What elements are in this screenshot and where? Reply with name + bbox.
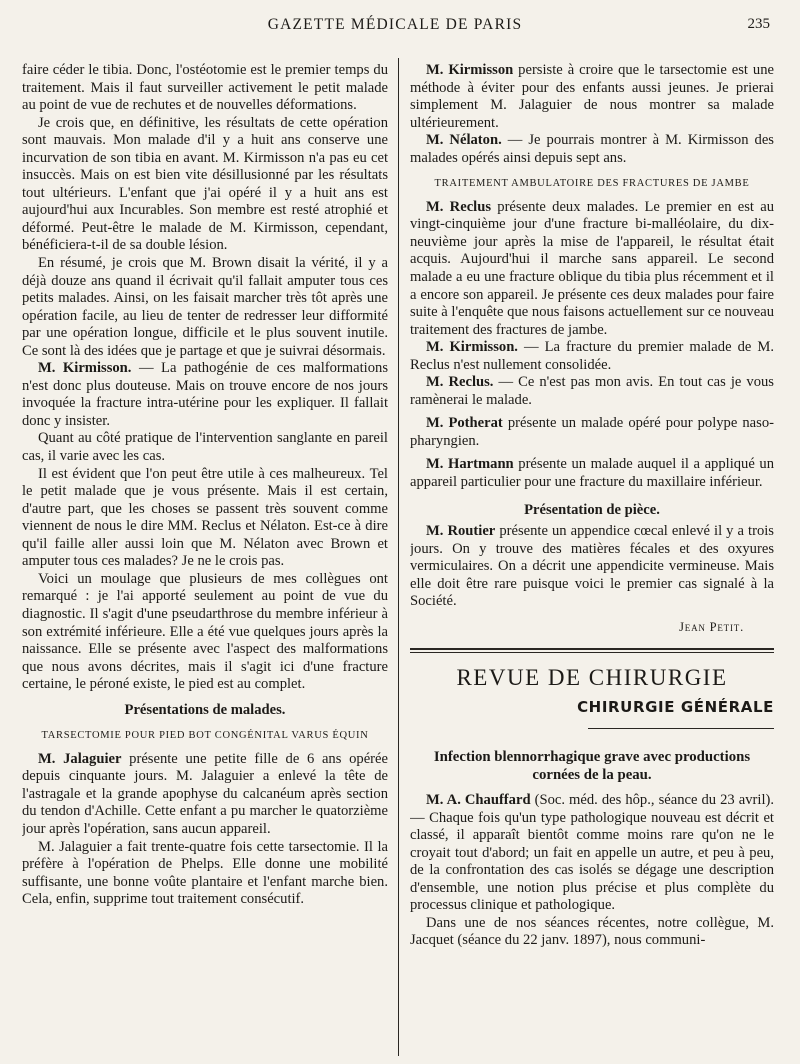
paragraph [410,132,774,167]
paragraph-text: présente un appendice cœcal enlevé il y a trois jours. On y trouve des matières fécales et des oxyures vermiculaires. On a décrit une appendicite vermineuse. Mais elle doit être rare puisque voici le premier cas signalé à la Société. [410,523,774,610]
speaker-name: M. A. Chauffard [426,792,531,809]
paragraph-text: — Ce n'est pas mon avis. En tout cas je vous ramènerai le malade. [410,374,774,408]
paragraph-text: présente deux malades. Le premier en est au vingt-cinquième jour d'une fracture bi-malléolaire, du dix-neuvième jour après la mise de l'appareil, le résultat était acquis. Aujourd'hui il marche sans appareil. Le second malade a eu une fracture oblique du tibia plus récemment et il a encore son appareil. Je présente ces deux malades pour faire suite à l'enquête que nous faisons actuellement sur ce nouveau traitement des fractures de jambe. [410,198,774,338]
subsection-heading: TRAITEMENT AMBULATOIRE DES FRACTURES DE JAMBE [434,178,750,190]
speaker-name: M. Kirmisson. [38,360,132,377]
section-heading: Présentations de malades. [124,701,286,718]
speaker-name: M. Jalaguier [38,750,122,767]
speaker-name: M. Reclus [426,198,492,215]
subsection-title: CHIRURGIE GÉNÉRALE [577,697,774,716]
paragraph [22,360,388,430]
speaker-name: M. Potherat [426,415,503,432]
paragraph: Je crois que, en définitive, les résultats de cette opération sont mauvais. Mon malade d'il y a huit ans conserve une incurvation de son tibia en avant. M. Kirmisson n'a pas eu cet insuccès. Mais on est bien vite désillusionné par les résultats tout ultérieurs. L'enfant que j'ai opéré il y a huit ans est aujourd'hui aux Incurables. Son membre est resté atrophié et déformé. Peut-être le malade de M. Kirmisson, cependant, bénéficiera-t-il de sa double lésion. [22,114,388,254]
column-divider [398,58,399,1056]
subsection-heading: TARSECTOMIE POUR PIED BOT CONGÉNITAL VARUS ÉQUIN [41,730,369,742]
paragraph-text: présente un malade auquel il a appliqué un appareil particulier pour une fracture du maxillaire inférieur. [410,456,774,491]
paragraph-text: présente un malade opéré pour polype naso-pharyngien. [410,415,774,449]
running-head [20,16,770,42]
paragraph: En résumé, je crois que M. Brown disait la vérité, il y a déjà douze ans quand il écrivait qu'il fallait amputer tous ces petits malades. Ainsi, on les faisait marcher très tôt après une opération facile, au lieu de tenter de redresser leur difformité par une opération longue, difficile et le plus souvent inutile. Ce sont là des idées que je partage et que je suivrai désormais. [22,255,388,359]
speaker-name: M. Kirmisson [426,62,514,78]
author-signature: Jean Petit. [679,619,744,634]
paragraph-text: — La pathogénie de ces malformations n'est donc plus douteuse. Mais on trouve encore de nos jours invoquée la fracture intra-utérine pour les expliquer. Il fallait donc y insister. [22,360,388,429]
page-number: 235 [747,16,770,32]
paragraph [410,415,774,450]
paragraph: M. Jalaguier a fait trente-quatre fois cette tarsectomie. Il la préfère à l'opération de Phelps. Elle donne une mobilité suffisante, une bonne voûte plantaire et l'enfant marche bien. Cela, enfin, supprime tout traitement consécutif. [22,838,388,908]
subsection-block [410,699,774,734]
speaker-name: M. Reclus. [426,374,494,391]
paragraph [410,792,774,915]
paragraph: Dans une de nos séances récentes, notre collègue, M. Jacquet (séance du 22 janv. 1897), nous communi- [410,914,774,949]
speaker-name: M. Routier [426,523,496,540]
subsection-underline [588,728,774,729]
paragraph-text: — Je pourrais montrer à M. Kirmisson des malades opérés ainsi depuis sept ans. [410,132,774,166]
paragraph: Voici un moulage que plusieurs de mes collègues ont remarqué : je l'ai apporté seulement au point de vue du diagnostic. Il s'agit d'une pseudarthrose du membre inférieur à son extrémité inférieure. Elle a été vue quelques jours après la naissance. Elle se présente avec l'aspect des malformations que nous avons décrites, mais il s'agit ici d'une fracture certaine, le péroné existe, le pied est au complet. [22,570,388,693]
revue-title: REVUE DE CHIRURGIE [456,665,728,691]
paragraph [410,62,774,132]
speaker-name: M. Hartmann [426,456,514,473]
paragraph [410,199,774,339]
paragraph-text: — La fracture du premier malade de M. Reclus n'est nullement consolidée. [410,339,774,373]
paragraph [22,751,388,839]
right-column [410,62,774,1056]
paragraph [410,374,774,409]
paragraph [410,523,774,611]
speaker-name: M. Nélaton. [426,132,502,149]
paragraph-text: présente une petite fille de 6 ans opérée depuis cinquante jours. M. Jalaguier a enlevé la tête de l'astragale et la grande apophyse du calcanéum après section du tendon d'Achille. Cette enfant a pu marcher le quatorzième jour après l'opération, sans aucun appareil. [22,750,388,837]
paragraph: faire céder le tibia. Donc, l'ostéotomie est le premier temps du traitement. Mais il faut surveiller activement le petit malade au point de vue de rechutes et de nouvelles déformations. [22,62,388,114]
paragraph-text: persiste à croire que le tarsectomie est une méthode à éviter pour des enfants aussi jeunes. Je prierai simplement M. Jalaguier de nous montrer sa malade ultérieurement. [410,62,774,131]
paragraph: Quant au côté pratique de l'intervention sanglante en pareil cas, il varie avec les cas. [22,430,388,465]
paragraph-text: (Soc. méd. des hôp., séance du 23 avril). — Chaque fois qu'un type pathologique nouveau est décrit et classé, il apparaît bientôt comme moins rare qu'on ne le croyait tout d'abord; un fait en appelle un autre, et peu à peu, de la confrontation des cas isolés se dégage une description d'ensemble, une notion plus précise et plus complète du processus clinique et pathologique. [410,792,774,914]
section-heading: Présentation de pièce. [524,501,660,518]
article-title: Infection blennorrhagique grave avec productions cornées de la peau. [433,749,751,784]
paragraph: Il est évident que l'on peut être utile à ces malheureux. Tel le petit malade que je vous présente. Mais il est certain, d'autre part, que les choses se passent très souvent comme viennent de nous le dire MM. Reclus et Nélaton. Est-ce à dire qu'il faille aller aussi loin que M. Nélaton avec Brown et amputer tous ces malades? Je ne le crois pas. [22,465,388,570]
journal-title: GAZETTE MÉDICALE DE PARIS [267,16,523,33]
section-divider [410,648,774,653]
left-column [22,62,388,1056]
paragraph [410,339,774,374]
speaker-name: M. Kirmisson. [426,339,518,356]
paragraph [410,456,774,491]
